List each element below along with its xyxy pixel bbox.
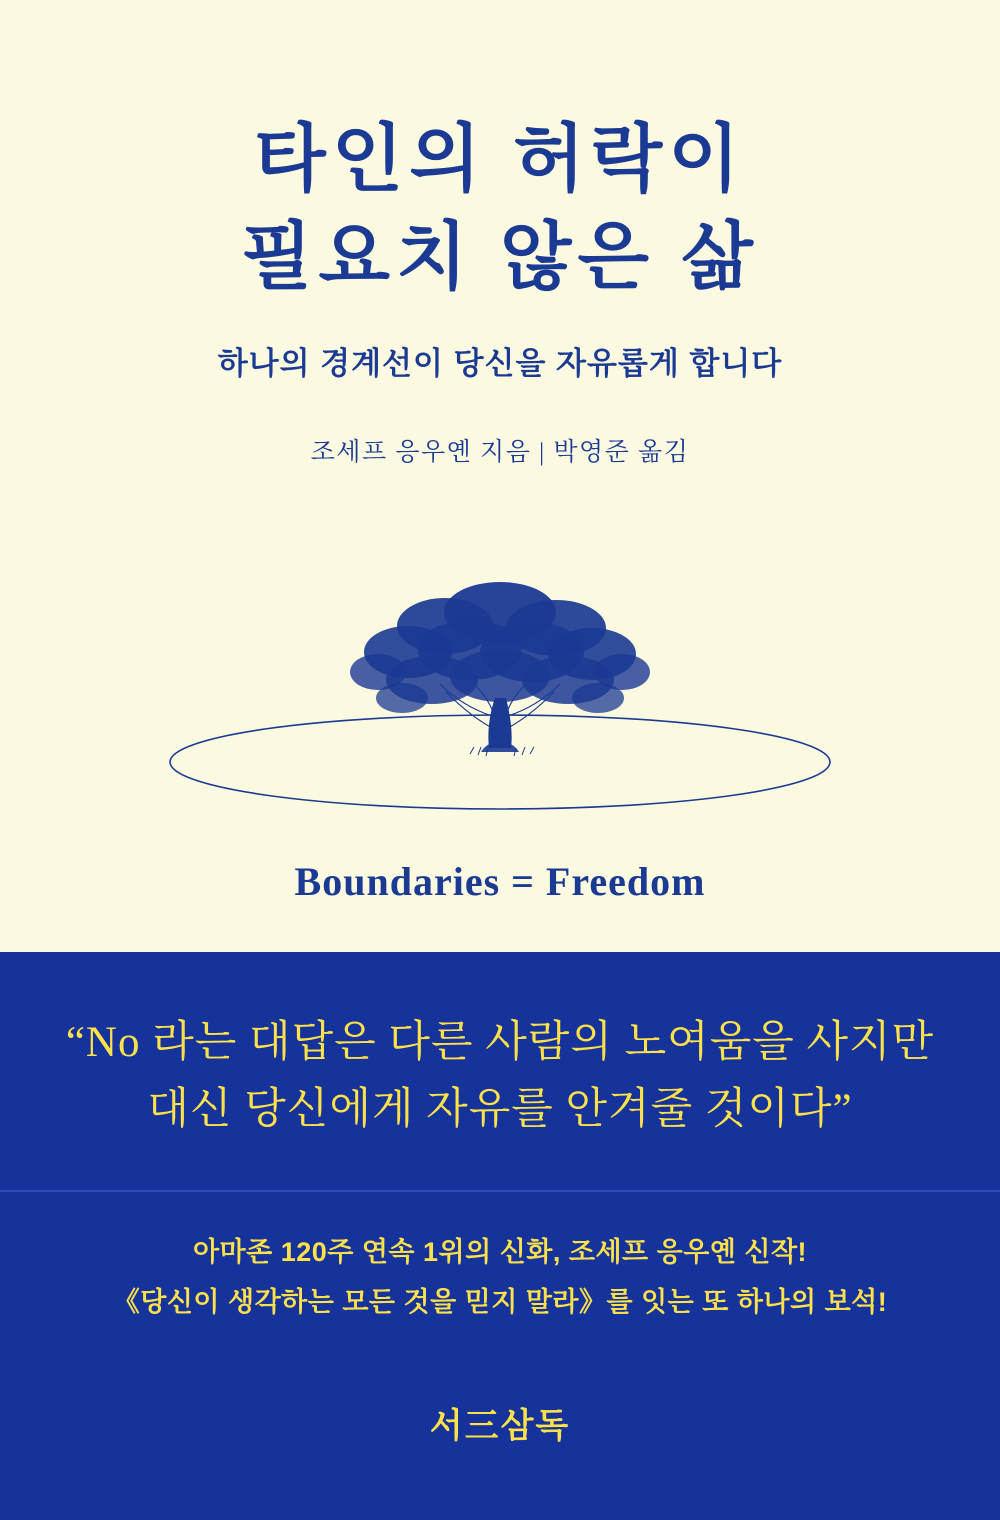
cover-blurb-line-2: 《당신이 생각하는 모든 것을 믿지 말라》를 잇는 또 하나의 보석!: [112, 1286, 888, 1317]
book-subtitle: 하나의 경계선이 당신을 자유롭게 합니다: [217, 346, 783, 381]
book-title: [0, 110, 1000, 305]
book-authors: 조세프 응우옌 지음 | 박영준 옮김: [310, 439, 690, 466]
cover-quote: [0, 1010, 1000, 1143]
quote-divider: [0, 1190, 1000, 1192]
cover-tagline: Boundaries = Freedom: [294, 859, 706, 904]
book-title-line-2: 필요치 않은 삶: [240, 214, 760, 298]
publisher-logo: 서三삼독: [429, 1407, 571, 1445]
cover-quote-line-1: “No 라는 대답은 다른 사람의 노여움을 사지만: [65, 1019, 935, 1066]
tree-on-ellipse-illustration: [140, 540, 860, 810]
book-title-line-1: 타인의 허락이: [254, 117, 746, 200]
cover-blurb-line-1: 아마존 120주 연속 1위의 신화, 조세프 응우옌 신작!: [192, 1237, 808, 1267]
cover-quote-line-2: 대신 당신에게 자유를 안겨줄 것이다”: [147, 1085, 853, 1133]
cover-blurb: [0, 1228, 1000, 1328]
